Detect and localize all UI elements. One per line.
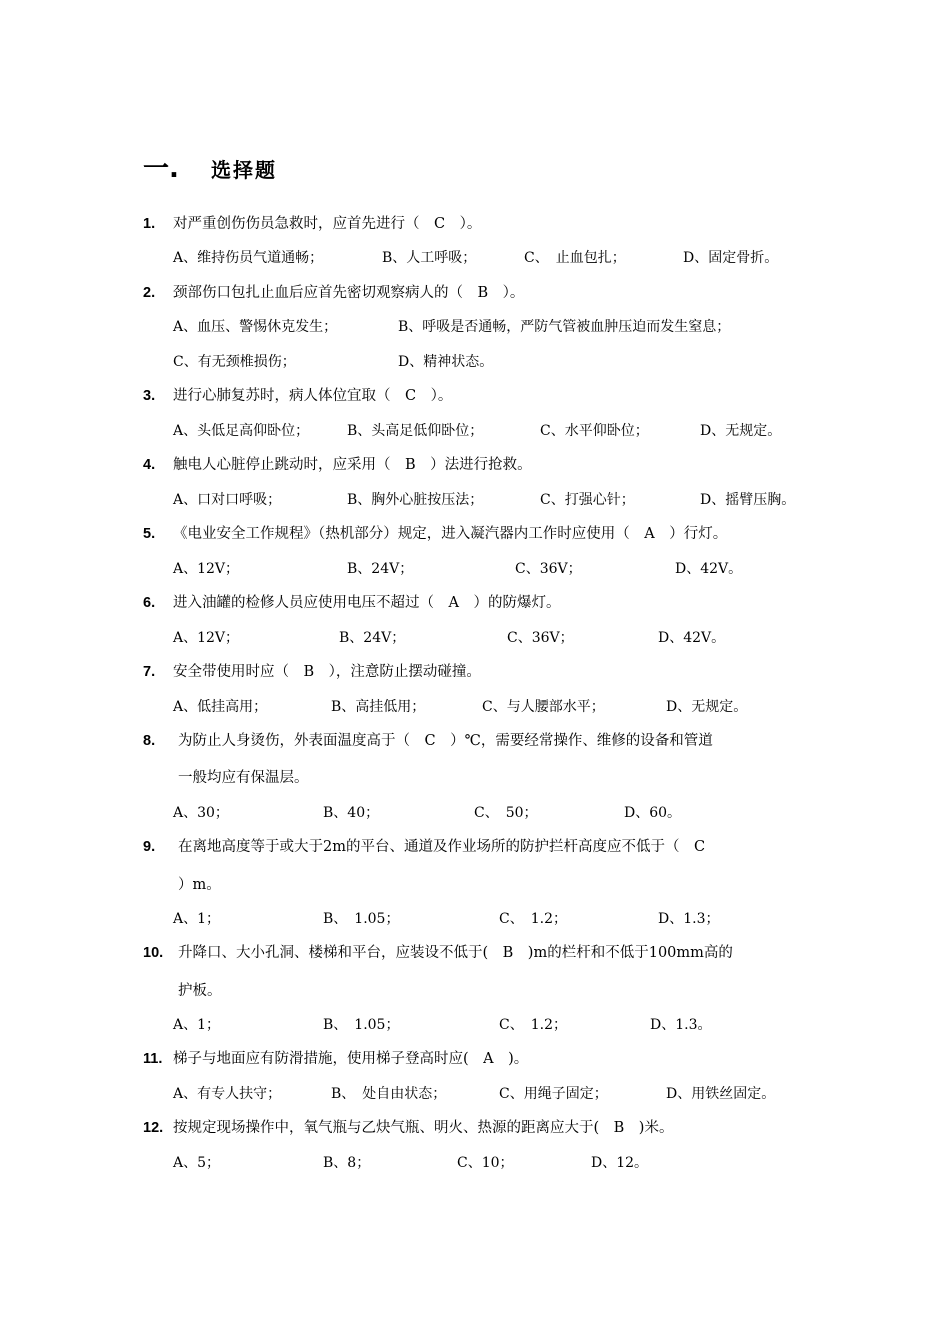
option-d: D、60。 — [624, 805, 682, 821]
option-a: A、30； — [173, 805, 229, 821]
option-b: B、头高足低仰卧位； — [347, 423, 484, 439]
option-c: C、用绳子固定； — [499, 1086, 608, 1102]
option-b: B、24V； — [339, 630, 406, 646]
option-a: A、血压、警惕休克发生； — [173, 319, 338, 335]
option-b: B、 处自由状态； — [331, 1086, 447, 1102]
option-c: C、10； — [457, 1155, 514, 1171]
question-9 — [143, 837, 705, 857]
question-stem: 安全带使用时应（ B ），注意防止摆动碰撞。 — [173, 664, 481, 680]
option-c: C、 1.2； — [499, 1017, 567, 1033]
question-stem: 颈部伤口包扎止血后应首先密切观察病人的（ B ）。 — [173, 285, 525, 301]
question-stem: 进行心肺复苏时，病人体位宜取（ C ）。 — [173, 388, 453, 404]
question-6 — [143, 593, 560, 613]
question-stem-continued: 护板。 — [178, 983, 222, 999]
question-stem-continued: 一般均应有保温层。 — [178, 770, 309, 786]
question-stem: 为防止人身烫伤，外表面温度高于（ C ）℃，需要经常操作、维修的设备和管道 — [178, 733, 713, 749]
question-stem: 在离地高度等于或大于2m的平台、通道及作业场所的防护拦杆高度应不低于（ C — [178, 839, 706, 855]
question-number: 8. — [143, 733, 156, 749]
option-d: D、无规定。 — [700, 423, 782, 439]
option-c: C、36V； — [515, 561, 582, 577]
question-number: 1. — [143, 216, 156, 232]
question-stem: 按规定现场操作中，氧气瓶与乙炔气瓶、明火、热源的距离应大于( B )米。 — [173, 1120, 674, 1136]
option-d: D、1.3； — [658, 911, 720, 927]
question-5 — [143, 524, 727, 544]
question-stem: 《电业安全工作规程》（热机部分）规定，进入凝汽器内工作时应使用（ A ）行灯。 — [173, 526, 728, 542]
question-number: 10. — [143, 945, 164, 961]
option-c: C、打强心针； — [540, 492, 635, 508]
section-title: 选择题 — [211, 158, 277, 182]
option-d: D、42V。 — [658, 630, 726, 646]
question-number: 4. — [143, 457, 156, 473]
option-b: B、高挂低用； — [331, 699, 426, 715]
question-stem: 进入油罐的检修人员应使用电压不超过（ A ）的防爆灯。 — [173, 595, 561, 611]
question-number: 12. — [143, 1120, 164, 1136]
question-number: 6. — [143, 595, 156, 611]
option-a: A、头低足高仰卧位； — [173, 423, 310, 439]
option-c: C、 1.2； — [499, 911, 567, 927]
question-stem-continued: ）m。 — [178, 877, 221, 893]
question-8 — [143, 731, 713, 751]
option-c: C、有无颈椎损伤； — [173, 354, 296, 370]
option-c: C、 止血包扎； — [524, 250, 626, 266]
option-b: B、 1.05； — [323, 1017, 400, 1033]
question-number: 3. — [143, 388, 156, 404]
option-c: C、与人腰部水平； — [482, 699, 605, 715]
section-heading — [143, 148, 277, 185]
option-a: A、12V； — [173, 630, 240, 646]
option-b: B、胸外心脏按压法； — [347, 492, 484, 508]
option-a: A、有专人扶守； — [173, 1086, 282, 1102]
question-3 — [143, 386, 452, 406]
option-b: B、8； — [323, 1155, 371, 1171]
option-b: B、40； — [323, 805, 380, 821]
option-a: A、维持伤员气道通畅； — [173, 250, 324, 266]
option-d: D、42V。 — [675, 561, 743, 577]
option-d: D、12。 — [591, 1155, 649, 1171]
option-c: C、水平仰卧位； — [540, 423, 649, 439]
question-number: 9. — [143, 839, 156, 855]
question-2 — [143, 283, 524, 303]
option-a: A、口对口呼吸； — [173, 492, 282, 508]
option-b: B、人工呼吸； — [382, 250, 477, 266]
option-d: D、固定骨折。 — [683, 250, 779, 266]
question-11 — [143, 1049, 528, 1069]
question-10 — [143, 943, 733, 963]
option-d: D、1.3。 — [650, 1017, 712, 1033]
option-d: D、摇臂压胸。 — [700, 492, 796, 508]
option-d: D、精神状态。 — [398, 354, 494, 370]
option-a: A、5； — [173, 1155, 221, 1171]
option-b: B、呼吸是否通畅，严防气管被血肿压迫而发生窒息； — [398, 319, 731, 335]
option-b: B、24V； — [347, 561, 414, 577]
question-4 — [143, 455, 532, 475]
question-number: 2. — [143, 285, 156, 301]
option-a: A、1； — [173, 1017, 221, 1033]
option-b: B、 1.05； — [323, 911, 400, 927]
option-a: A、12V； — [173, 561, 240, 577]
question-number: 5. — [143, 526, 156, 542]
option-c: C、 50； — [474, 805, 538, 821]
question-12 — [143, 1118, 673, 1138]
option-c: C、36V； — [507, 630, 574, 646]
question-7 — [143, 662, 481, 682]
option-a: A、低挂高用； — [173, 699, 268, 715]
question-stem: 触电人心脏停止跳动时，应采用（ B ）法进行抢救。 — [173, 457, 532, 473]
question-stem: 升降口、大小孔洞、楼梯和平台，应装设不低于( B )m的栏杆和不低于100mm高的 — [178, 945, 733, 961]
option-a: A、1； — [173, 911, 221, 927]
option-d: D、用铁丝固定。 — [666, 1086, 776, 1102]
question-stem: 梯子与地面应有防滑措施，使用梯子登高时应( A )。 — [173, 1051, 529, 1067]
question-1 — [143, 214, 481, 234]
option-d: D、无规定。 — [666, 699, 748, 715]
question-number: 7. — [143, 664, 156, 680]
question-number: 11. — [143, 1051, 163, 1067]
question-stem: 对严重创伤伤员急救时，应首先进行（ C ）。 — [173, 216, 482, 232]
section-number: 一. — [143, 154, 179, 184]
